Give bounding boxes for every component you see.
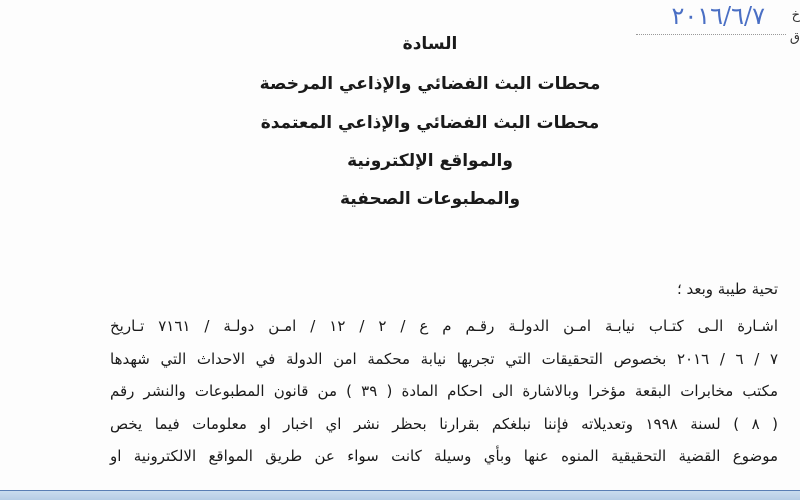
body-line: ( ٨ ) لسنة ١٩٩٨ وتعديلاته فإننا نبلغكم بقرارنا بحظر نشر اي اخبار او معلومات فيما يخص: [110, 415, 778, 433]
bottom-taskbar-strip: [0, 490, 800, 500]
addressee-title: السادة: [402, 34, 458, 54]
addressee-line: والمواقع الإلكترونية: [347, 151, 513, 171]
reference-label: ق: [789, 30, 800, 45]
addressee-line: والمطبوعات الصحفية: [339, 189, 521, 209]
body-line: اشـارة الـى كتـاب نيابـة امـن الدولـة رقـم م ع / ٢ / ١٢ / امـن دولـة / ٧١٦١ تـاريخ: [110, 317, 778, 335]
body-line: مكتب مخابرات البقعة مؤخرا وبالاشارة الى احكام المادة ( ٣٩ ) من قانون المطبوعات والنشر رقم: [110, 382, 778, 400]
handwritten-date: ٢٠١٦/٦/٧: [671, 2, 765, 30]
body-line: ٧ / ٦ / ٢٠١٦ بخصوص التحقيقات التي تجريها نيابة محكمة امن الدولة في الاحداث التي شهدها: [110, 350, 778, 368]
addressee-line: محطات البث الفضائي والإذاعي المرخصة: [259, 74, 601, 94]
greeting: تحية طيبة وبعد ؛: [676, 280, 778, 298]
addressee-line: محطات البث الفضائي والإذاعي المعتمدة: [260, 113, 600, 133]
date-label: خ: [791, 8, 800, 23]
body-line: موضوع القضية التحقيقية المنوه عنها وبأي وسيلة كانت سواء عن طريق المواقع الالكترونية او: [110, 447, 778, 465]
